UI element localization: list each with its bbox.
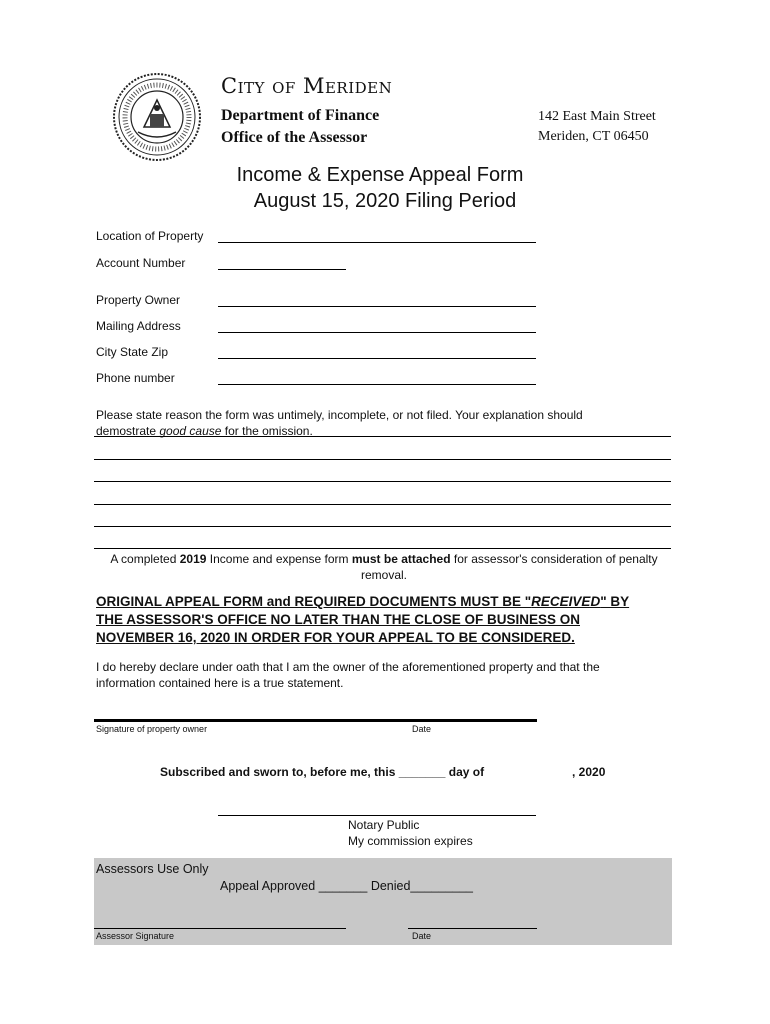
phone-field[interactable] — [218, 384, 536, 385]
mailing-field[interactable] — [218, 332, 536, 333]
subscribed-year: , 2020 — [572, 765, 606, 779]
assessor-date-field[interactable] — [408, 928, 537, 929]
city-seal-logo — [112, 72, 202, 162]
office-address: 142 East Main Street Meriden, CT 06450 — [538, 109, 656, 144]
assessor-date-label: Date — [412, 931, 432, 941]
city-title: City of Meriden — [221, 74, 393, 98]
reason-line-4[interactable] — [94, 504, 671, 505]
owner-signature-field[interactable] — [94, 719, 537, 722]
city-state-zip-label: City State Zip — [96, 345, 169, 359]
reason-line-2[interactable] — [94, 459, 671, 460]
location-label: Location of Property — [96, 229, 204, 243]
assessor-signature-label: Assessor Signature — [96, 931, 175, 941]
appeal-decision-field[interactable]: Appeal Approved _______ Denied_________ — [220, 879, 474, 893]
oath-statement: I do hereby declare under oath that I am the owner of the aforementioned property and that the information contained here is a true statement. — [96, 660, 600, 690]
assessor-signature-field[interactable] — [94, 928, 346, 929]
owner-date-label: Date — [412, 724, 432, 734]
deadline-warning: ORIGINAL APPEAL FORM and REQUIRED DOCUMENTS MUST BE "RECEIVED" BY THE ASSESSOR'S OFFICE NO LATER THAN THE CLOSE OF BUSINESS ON NOVEMBER 16, 2020 IN ORDER FOR YOUR APPEAL TO BE CONSIDERED. — [96, 594, 630, 645]
department-name: Department of Finance Office of the Assessor — [221, 107, 380, 146]
attachment-note: A completed 2019 Income and expense form must be attached for assessor's consideration of penalty removal. — [110, 552, 658, 582]
owner-signature-label: Signature of property owner — [96, 724, 208, 734]
phone-label: Phone number — [96, 371, 175, 385]
form-title: Income & Expense Appeal Form August 15, 2020 Filing Period — [236, 164, 524, 212]
account-label: Account Number — [96, 256, 186, 270]
reason-line-5[interactable] — [94, 526, 671, 527]
city-state-zip-field[interactable] — [218, 358, 536, 359]
owner-label: Property Owner — [96, 293, 181, 307]
notary-block: Notary Public My commission expires — [348, 818, 473, 848]
owner-field[interactable] — [218, 306, 536, 307]
location-field[interactable] — [218, 242, 536, 243]
mailing-label: Mailing Address — [96, 319, 181, 333]
account-field[interactable] — [218, 269, 346, 270]
notary-signature-field[interactable] — [218, 815, 536, 816]
subscribed-statement: Subscribed and sworn to, before me, this _______ day of — [160, 765, 485, 779]
reason-line-6[interactable] — [94, 548, 671, 549]
reason-line-1[interactable] — [94, 436, 671, 437]
reason-line-3[interactable] — [94, 481, 671, 482]
assessor-box-title: Assessors Use Only — [96, 862, 209, 876]
reason-instructions: Please state reason the form was untimely, incomplete, or not filed. Your explanation should demostrate good cause for the omission. — [96, 408, 583, 438]
